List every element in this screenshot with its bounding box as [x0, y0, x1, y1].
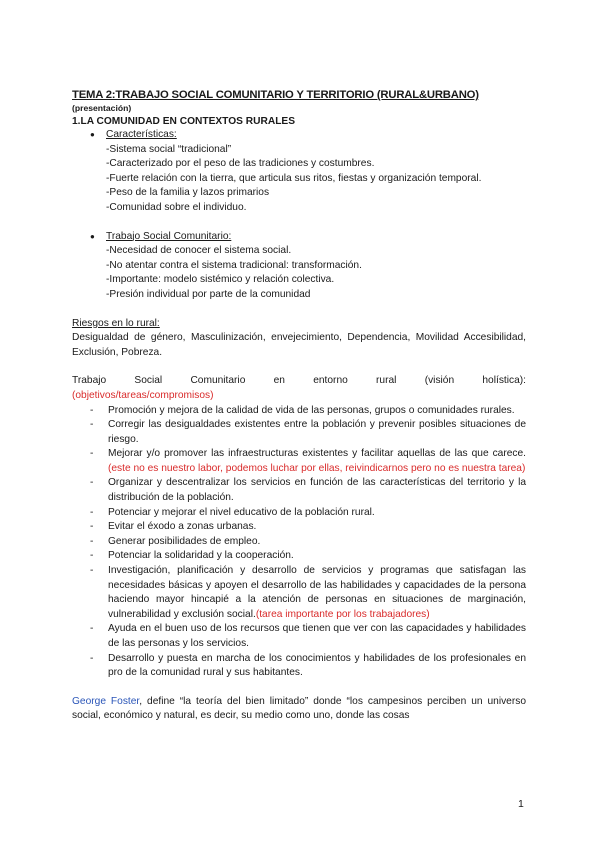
- list-item: -Peso de la familia y lazos primarios: [106, 187, 270, 199]
- annotation-note: (tarea importante por los trabajadores): [255, 608, 430, 620]
- list-item: -Importante: modelo sistémico y relación colectiva.: [106, 274, 335, 286]
- list-item: -Sistema social “tradicional”: [106, 143, 232, 155]
- bullet-tsc: [90, 230, 526, 245]
- list-item: -No atentar contra el sistema tradicional: transformación.: [106, 259, 362, 271]
- bullet-dot-icon: [90, 128, 106, 143]
- list-item: - Evitar el éxodo a zonas urbanas.: [90, 521, 257, 533]
- entorno-intro: Trabajo Social Comunitario en entorno rural (visión holística):: [72, 375, 526, 387]
- tsc-list: [72, 244, 526, 302]
- annotation-note: (este no es nuestro labor, podemos luchar por ellas, reivindicarnos pero no es nuestra tarea): [108, 462, 526, 474]
- entorno-intro-note: (objetivos/tareas/compromisos): [72, 389, 214, 401]
- list-item: -Presión individual por parte de la comunidad: [106, 288, 311, 300]
- list-item: - Organizar y descentralizar los servicios en función de las características del territorio y la distribución de la población.: [90, 477, 526, 504]
- foster-paragraph: [72, 695, 526, 724]
- document-subtitle: (presentación): [72, 103, 132, 113]
- section-heading: 1.LA COMUNIDAD EN CONTEXTOS RURALES: [72, 116, 296, 127]
- caracteristicas-list: [72, 143, 526, 216]
- list-item: -Comunidad sobre el individuo.: [106, 201, 247, 213]
- list-item: -Necesidad de conocer el sistema social.: [106, 245, 292, 257]
- riesgos-text: Desigualdad de género, Masculinización, envejecimiento, Dependencia, Movilidad Accesibilidad, Exclusión, Pobreza.: [72, 332, 526, 358]
- list-item: - Corregir las desigualdades existentes entre la población y prevenir posibles situaciones de riesgo.: [90, 419, 526, 445]
- author-name: George Foster: [72, 695, 140, 707]
- list-item: -Fuerte relación con la tierra, que articula sus ritos, fiestas y organización temporal.: [106, 172, 482, 184]
- list-item: - Potenciar y mejorar el nivel educativo de la población rural.: [90, 506, 375, 518]
- list-item: - Promoción y mejora de la calidad de vida de las personas, grupos o comunidades rurales.: [90, 404, 515, 416]
- list-item: - Desarrollo y puesta en marcha de los conocimientos y habilidades de los profesionales en pro de la comunidad rural y sus habitantes.: [90, 652, 526, 679]
- foster-text: , define “la teoría del bien limitado” donde “los campesinos perciben un universo social, económico y natural, es decir, su medio como uno, donde las cosas: [72, 695, 526, 722]
- caracteristicas-heading: Características:: [106, 129, 177, 140]
- bullet-caracteristicas: [90, 128, 526, 143]
- tsc-heading: Trabajo Social Comunitario:: [106, 230, 232, 242]
- list-item: - Investigación, planificación y desarrollo de servicios y programas que satisfagan las necesidades básicas y apoyen el desarrollo de las habilidades y capacidades de la persona haciendo mayor hincapié a la atención de personas en situaciones de marginación, vulnerabilidad y exclusión social.(tarea importante por los trabajadores): [90, 565, 526, 620]
- page-number: 1: [518, 798, 524, 810]
- riesgos-heading: Riesgos en lo rural:: [72, 317, 160, 329]
- list-item: - Ayuda en el buen uso de los recursos que tienen que ver con las capacidades y habilidades de las personas y los servicios.: [90, 623, 526, 649]
- list-item: - Mejorar y/o promover las infraestructuras existentes y facilitar aquellas de las que carece.(este no es nuestro labor, podemos luchar por ellas, reivindicarnos pero no es nuestra tarea): [90, 448, 526, 474]
- list-item: -Caracterizado por el peso de las tradiciones y costumbres.: [106, 158, 375, 170]
- entorno-list: [72, 404, 526, 681]
- bullet-dot-icon: [90, 230, 106, 245]
- page-content: [72, 88, 526, 724]
- list-item: - Potenciar la solidaridad y la cooperación.: [90, 550, 294, 562]
- document-title: TEMA 2:TRABAJO SOCIAL COMUNITARIO Y TERRITORIO (RURAL&URBANO): [72, 89, 479, 101]
- list-item: - Generar posibilidades de empleo.: [90, 535, 261, 547]
